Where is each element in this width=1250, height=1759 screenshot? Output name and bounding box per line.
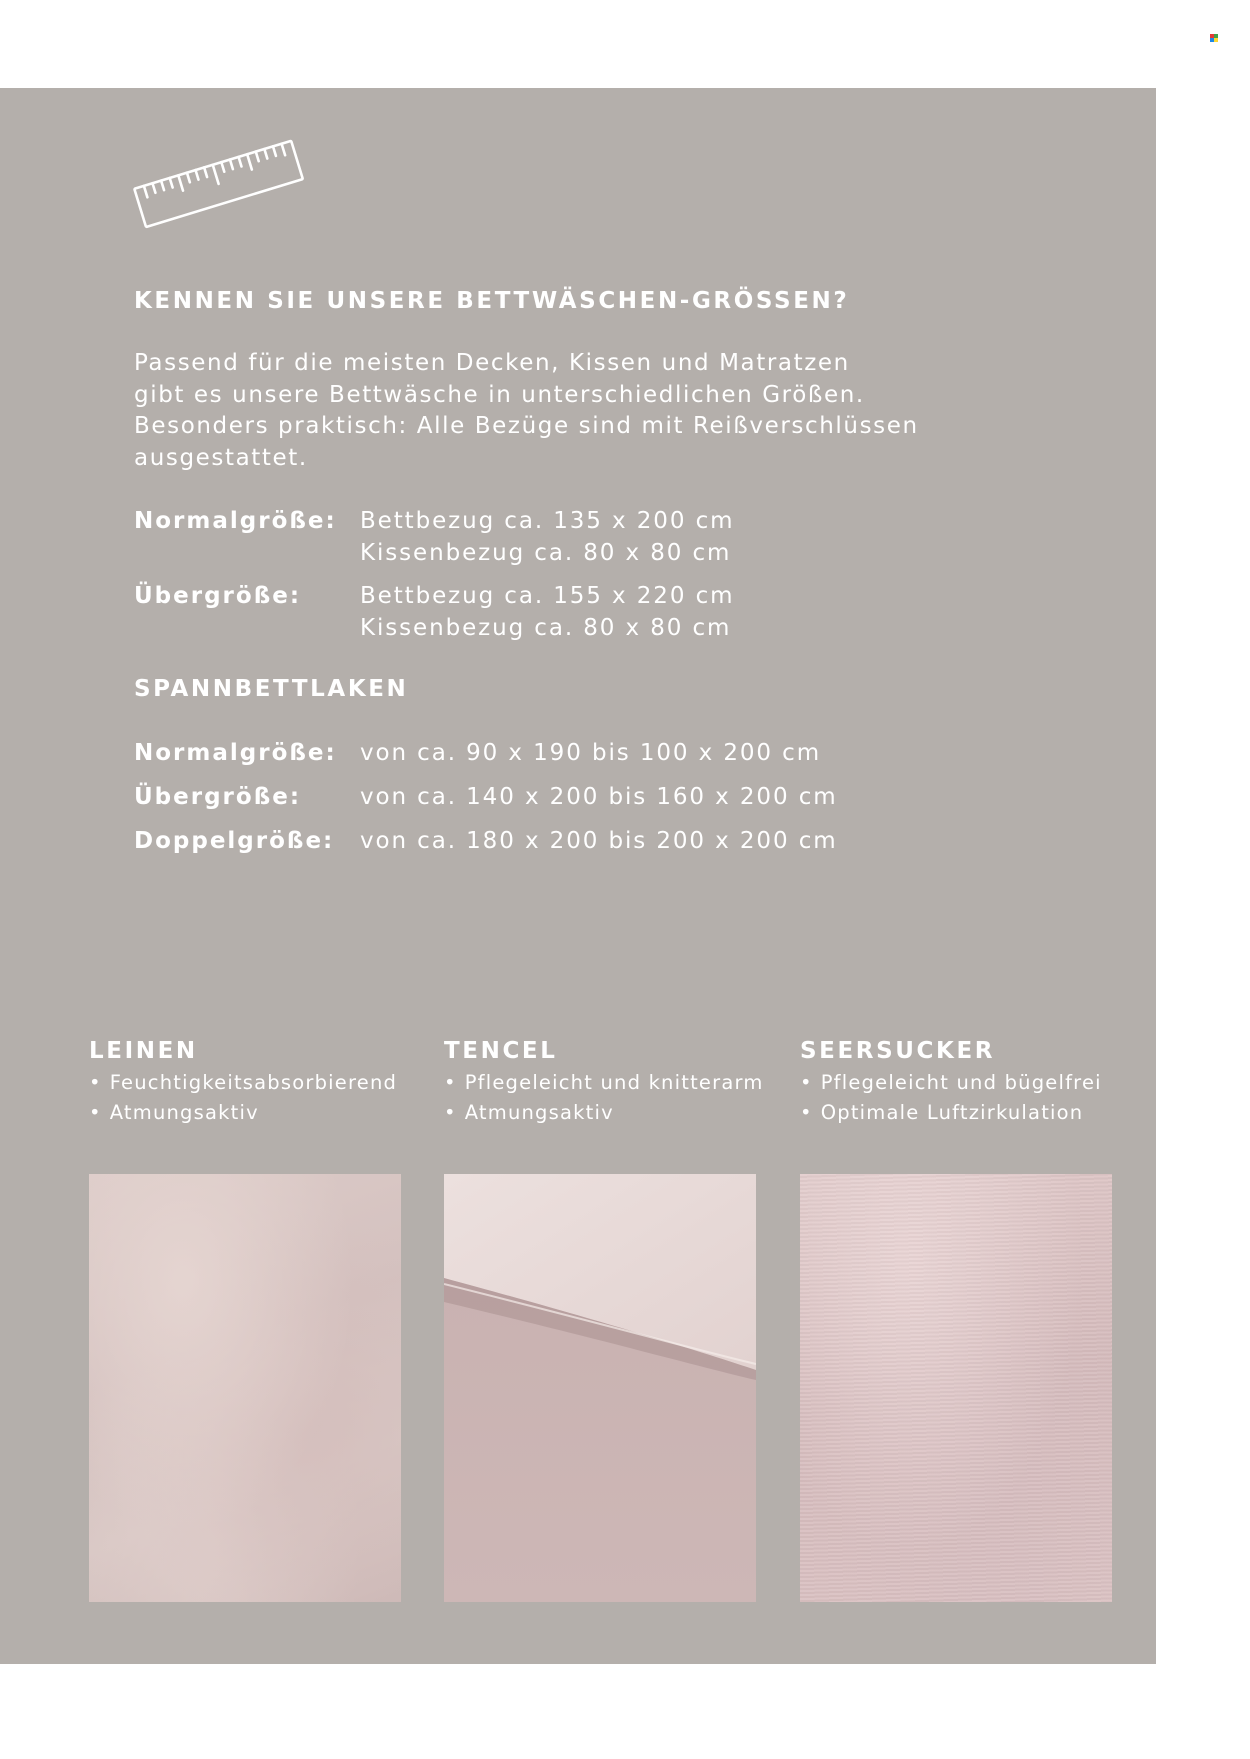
intro-line: Besonders praktisch: Alle Bezüge sind mit Reißverschlüssen (134, 413, 919, 439)
color-registration-mark (1210, 34, 1218, 42)
fabric-feature: • Pflegeleicht und knitterarm (444, 1068, 756, 1098)
fabric-title: TENCEL (444, 1038, 558, 1064)
fabric-feature-list (444, 1068, 764, 1128)
intro-line: Passend für die meisten Decken, Kissen und Matratzen (134, 350, 850, 376)
fabric-feature: • Atmungsaktiv (444, 1098, 756, 1128)
size-value: Kissenbezug ca. 80 x 80 cm (360, 539, 732, 566)
fabric-feature: • Pflegeleicht und bügelfrei (800, 1068, 1112, 1098)
size-label: Normalgröße: (134, 508, 337, 534)
size-value: Bettbezug ca. 155 x 220 cm (360, 583, 735, 609)
size-label: Übergröße: (134, 784, 302, 810)
intro-text (134, 348, 1034, 474)
size-value: von ca. 180 x 200 bis 200 x 200 cm (360, 828, 838, 854)
sizes-heading: KENNEN SIE UNSERE BETTWÄSCHEN-GRÖSSEN? (134, 288, 850, 314)
size-row-oversize (134, 581, 1034, 644)
size-value: von ca. 90 x 190 bis 100 x 200 cm (360, 740, 822, 766)
size-row-normal (134, 738, 1034, 782)
size-row-oversize (134, 782, 1034, 826)
fabric-title: SEERSUCKER (800, 1038, 996, 1064)
fabric-feature: • Feuchtigkeitsabsorbierend (89, 1068, 401, 1098)
size-label: Doppelgröße: (134, 828, 335, 854)
size-value: von ca. 140 x 200 bis 160 x 200 cm (360, 784, 838, 810)
size-row-double (134, 826, 1034, 870)
fabric-tencel (444, 1036, 764, 1128)
fabric-leinen (89, 1036, 401, 1128)
fabric-feature: • Atmungsaktiv (89, 1098, 401, 1128)
tencel-fabric-image (444, 1174, 756, 1602)
size-values (360, 506, 734, 569)
size-value: Bettbezug ca. 135 x 200 cm (360, 508, 735, 534)
intro-line: gibt es unsere Bettwäsche in unterschiedlichen Größen. (134, 381, 865, 408)
fabric-title: LEINEN (89, 1038, 198, 1064)
size-values (360, 581, 734, 644)
ruler-icon (128, 130, 308, 234)
spannbettlaken-heading: SPANNBETTLAKEN (134, 676, 409, 702)
size-value: Kissenbezug ca. 80 x 80 cm (360, 614, 732, 641)
seersucker-fabric-image (800, 1174, 1112, 1602)
leinen-fabric-image (89, 1174, 401, 1602)
fabric-feature: • Optimale Luftzirkulation (800, 1098, 1112, 1128)
fabric-feature-list (89, 1068, 401, 1128)
fabric-feature-list (800, 1068, 1112, 1128)
bettwaesche-size-table (134, 506, 1034, 644)
size-label: Übergröße: (134, 583, 302, 609)
size-row-normal (134, 506, 1034, 569)
fabric-seersucker (800, 1036, 1112, 1128)
intro-line: ausgestattet. (134, 444, 308, 471)
spannbettlaken-size-table (134, 738, 1034, 870)
size-label: Normalgröße: (134, 740, 337, 766)
